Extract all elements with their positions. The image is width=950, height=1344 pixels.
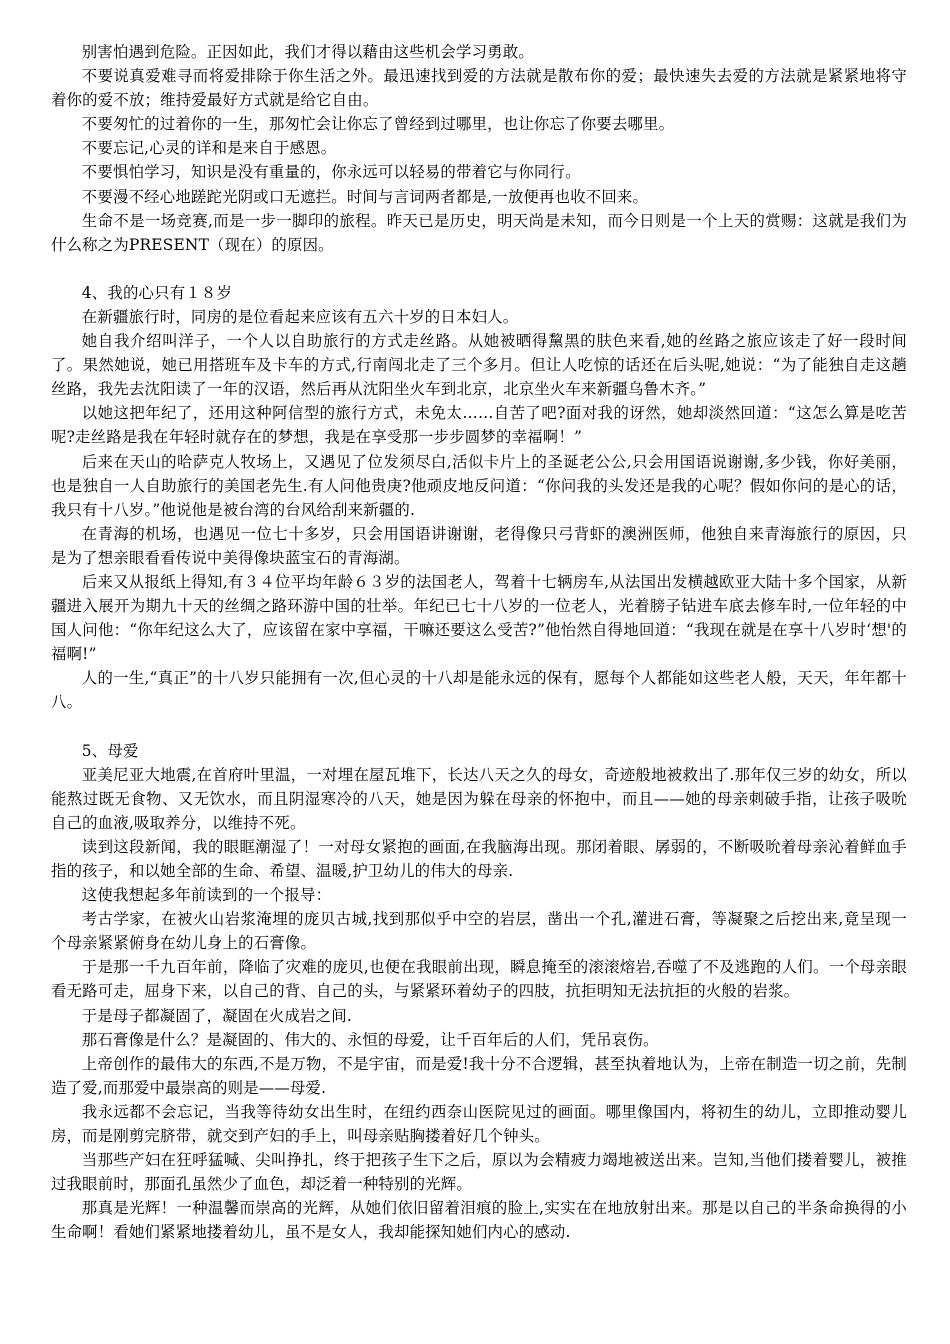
paragraph: 于是母子都凝固了，凝固在火成岩之间.	[81, 1006, 352, 1025]
paragraph: 我永远都不会忘记，当我等待幼女出生时，在纽约西奈山医院见过的画面。哪里像国内，将初生的幼儿，立即推动婴儿房，而是刚剪完脐带，就交到产妇的手上，叫母亲贴胸搂着好几个钟头。	[51, 1102, 907, 1146]
paragraph: 那真是光辉！一种温馨而崇高的光辉，从她们依旧留着泪痕的脸上,实实在在地放射出来。那是以自己的半条命换得的小生命啊！看她们紧紧地搂着幼儿，虽不是女人，我却能探知她们内心的感动.	[51, 1199, 907, 1242]
paragraph: 后来在天山的哈萨克人牧场上，又遇见了位发须尽白,活似卡片上的圣诞老公公,只会用国语说谢谢,多少钱，你好美丽，也是独自一人自助旅行的美国老先生.有人问他贵庚?他顽皮地反问道：“你问我的头发还是我的心呢？假如你问的是心的话，我只有十八岁。”他说他是被台湾的台风给刮来新疆的.	[51, 452, 907, 519]
paragraph: 这使我想起多年前读到的一个报导：	[81, 886, 332, 905]
paragraph: 亚美尼亚大地震,在首府叶里温，一对埋在屋瓦堆下，长达八天之久的母女，奇迹般地被救出了.那年仅三岁的幼女，所以能熬过既无食物、又无饮水，而且阴湿寒冷的八天，她是因为躲在母亲的怀抱中，而且——她的母亲刺破手指，让孩子吸吮自己的血液,吸取养分，以维持不死。	[51, 765, 907, 832]
section-heading: 4、我的心只有１８岁	[81, 283, 233, 302]
paragraph: 别害怕遇到危险。正因如此，我们才得以藉由这些机会学习勇敢。	[81, 43, 534, 61]
paragraph: 后来又从报纸上得知,有３４位平均年龄６３岁的法国老人，驾着十七辆房车,从法国出发横越欧亚大陆十多个国家，从新疆进入展开为期九十天的丝绸之路环游中国的壮举。年纪已七十八岁的一位老人，光着膀子钻进车底去修车时,一位年轻的中国人问他：“你年纪这么大了，应该留在家中享福，干嘛还要这么受苦?”他怡然自得地回道：“我现在就是在享十八岁时‘想'的福啊!”	[51, 572, 907, 664]
paragraph: 上帝创作的最伟大的东西,不是万物，不是宇宙，而是爱!我十分不合逻辑，甚至执着地认为，上帝在制造一切之前，先制造了爱,而那爱中最崇高的则是——母爱.	[51, 1054, 907, 1097]
paragraph: 不要忘记,心灵的详和是来自于感恩。	[81, 139, 337, 158]
paragraph: 她自我介绍叫洋子，一个人以自助旅行的方式走丝路。从她被晒得黧黑的肤色来看,她的丝路之旅应该走了好一段时间了。果然她说，她已用搭班车及卡车的方式,行南闯北走了三个多月。但让人吃惊的话还在后头呢,她说：“为了能独自走这趟丝路，我先去沈阳读了一年的汉语，然后再从沈阳坐火车到北京，北京坐火车来新疆乌鲁木齐。”	[51, 332, 907, 399]
paragraph: 当那些产妇在狂呼猛喊、尖叫挣扎，终于把孩子生下之后，原以为会精疲力竭地被送出来。岂知,当他们搂着婴儿，被推过我眼前时，那面孔虽然少了血色，却泛着一种特别的光辉。	[51, 1151, 907, 1194]
paragraph: 不要漫不经心地蹉跎光阴或口无遮拦。时间与言词两者都是,一放便再也收不回来。	[81, 187, 649, 206]
paragraph: 那石膏像是什么？是凝固的、伟大的、永恒的母爱，让千百年后的人们，凭吊哀伤。	[81, 1030, 659, 1049]
paragraph: 不要说真爱难寻而将爱排除于你生活之外。最迅速找到爱的方法就是散布你的爱；最快速失去爱的方法就是紧紧地将守着你的爱不放；维持爱最好方式就是给它自由。	[51, 67, 907, 110]
paragraph: 读到这段新闻，我的眼眶潮湿了！一对母女紧抱的画面,在我脑海出现。那闭着眼、孱弱的，不断吸吮着母亲沁着鲜血手指的孩子，和以她全部的生命、希望、温暖,护卫幼儿的伟大的母亲.	[51, 837, 907, 880]
paragraph: 以她这把年纪了，还用这种阿信型的旅行方式，未免太……自苦了吧?面对我的讶然，她却淡然回道：“这怎么算是吃苦呢?走丝路是我在年轻时就存在的梦想，我是在享受那一步步圆梦的幸福啊！”	[51, 404, 907, 447]
paragraph: 不要匆忙的过着你的一生，那匆忙会让你忘了曾经到过哪里，也让你忘了你要去哪里。	[81, 115, 675, 134]
paragraph: 不要惧怕学习，知识是没有重量的，你永远可以轻易的带着它与你同行。	[81, 163, 581, 182]
paragraph: 考古学家，在被火山岩浆淹埋的庞贝古城,找到那似乎中空的岩层，凿出一个孔,灌进石膏，等凝聚之后挖出来,竟呈现一个母亲紧紧俯身在幼儿身上的石膏像。	[51, 910, 907, 953]
paragraph: 在青海的机场，也遇见一位七十多岁，只会用国语讲谢谢，老得像只弓背虾的澳洲医师，他独自来青海旅行的原因，只是为了想亲眼看看传说中美得像块蓝宝石的青海湖。	[51, 524, 907, 567]
paragraph: 人的一生,“真正”的十八岁只能拥有一次,但心灵的十八却是能永远的保有，愿每个人都能如这些老人般，天天，年年都十八。	[51, 669, 907, 712]
section-heading: 5、母爱	[81, 741, 139, 760]
paragraph: 生命不是一场竞赛,而是一步一脚印的旅程。昨天已是历史，明天尚是未知，而今日则是一个上天的赏赐：这就是我们为什么称之为PRESENT（现在）的原因。	[51, 211, 907, 254]
paragraph: 于是那一千九百年前，降临了灾难的庞贝,也便在我眼前出现，瞬息掩至的滚滚熔岩,吞噬了不及逃跑的人们。一个母亲眼看无路可走，屈身下来，以自己的背、自己的头，与紧紧环着幼子的四肢，抗拒明知无法抗拒的火般的岩浆。	[51, 958, 907, 1001]
paragraph: 在新疆旅行时，同房的是位看起来应该有五六十岁的日本妇人。	[81, 307, 519, 326]
document-page	[51, 40, 907, 1245]
